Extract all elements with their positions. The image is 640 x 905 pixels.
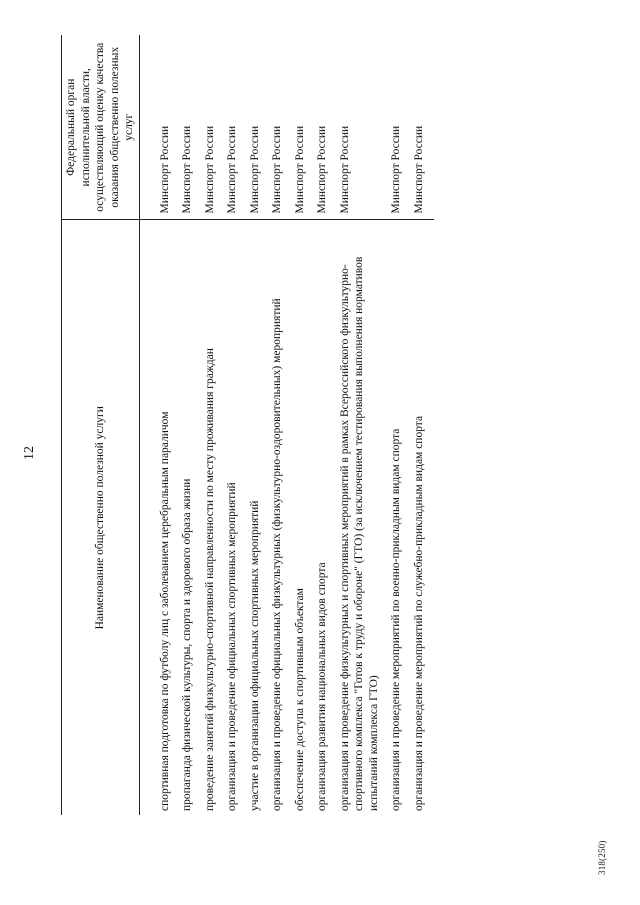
service-name: обеспечение доступа к спортивным объектам (293, 220, 316, 815)
authority-name: Минспорт России (203, 125, 216, 214)
service-name: участие в организации официальных спортивных мероприятий (248, 220, 271, 815)
service-name: организация и проведение мероприятий по служебно-прикладным видам спорта (412, 220, 435, 815)
table-row (180, 35, 203, 815)
authority-name: Минспорт России (293, 125, 306, 214)
table-header-row (62, 35, 140, 815)
document-code: 318(250) (597, 840, 607, 875)
table-row (389, 35, 412, 815)
header-authority: Федеральный орган исполнительной власти, осуществляющий оценку качества оказания общественно полезных услуг (62, 35, 140, 220)
table-row (315, 35, 338, 815)
service-name: организация и проведение официальных спортивных мероприятий (225, 220, 248, 815)
table-row (338, 35, 390, 815)
authority-name: Минспорт России (390, 125, 402, 214)
service-name: организация и проведение мероприятий по военно-прикладным видам спорта (389, 220, 412, 815)
header-service-name: Наименование общественно полезной услуги (62, 220, 140, 815)
authority-name: Минспорт России (412, 125, 425, 214)
service-name: спортивная подготовка по футболу лиц с заболеванием церебральным параличом (158, 220, 181, 815)
service-name: пропаганда физической культуры, спорта и здорового образа жизни (180, 220, 203, 815)
service-name: организация развития национальных видов спорта (315, 220, 338, 815)
authority-name: Минспорт России (226, 125, 238, 214)
services-table (61, 35, 434, 815)
authority-name: Минспорт России (338, 125, 351, 214)
authority-name: Минспорт России (248, 125, 261, 214)
table-row (158, 35, 181, 815)
table-row (203, 35, 226, 815)
service-name: организация и проведение официальных физкультурных (физкультурно-оздоровительных) мероприятий (270, 220, 293, 815)
table-row (270, 35, 293, 815)
authority-name: Минспорт России (316, 125, 328, 214)
authority-name: Минспорт России (158, 125, 171, 214)
service-name: организация и проведение физкультурных и спортивных мероприятий в рамках Всероссийского физкультурно-спортивного комплекса "Готов к труду и обороне" (ГТО) (за исключением тестирования выполнения нормативов испытаний комплекса ГТО) (338, 220, 390, 815)
table-row (248, 35, 271, 815)
table-row (225, 35, 248, 815)
service-name: проведение занятий физкультурно-спортивной направленности по месту проживания граждан (203, 220, 226, 815)
page-number: 12 (22, 446, 37, 460)
authority-name: Минспорт России (271, 125, 283, 214)
spacer-row (139, 35, 158, 815)
table-row (293, 35, 316, 815)
table-row (412, 35, 435, 815)
authority-name: Минспорт России (181, 125, 193, 214)
